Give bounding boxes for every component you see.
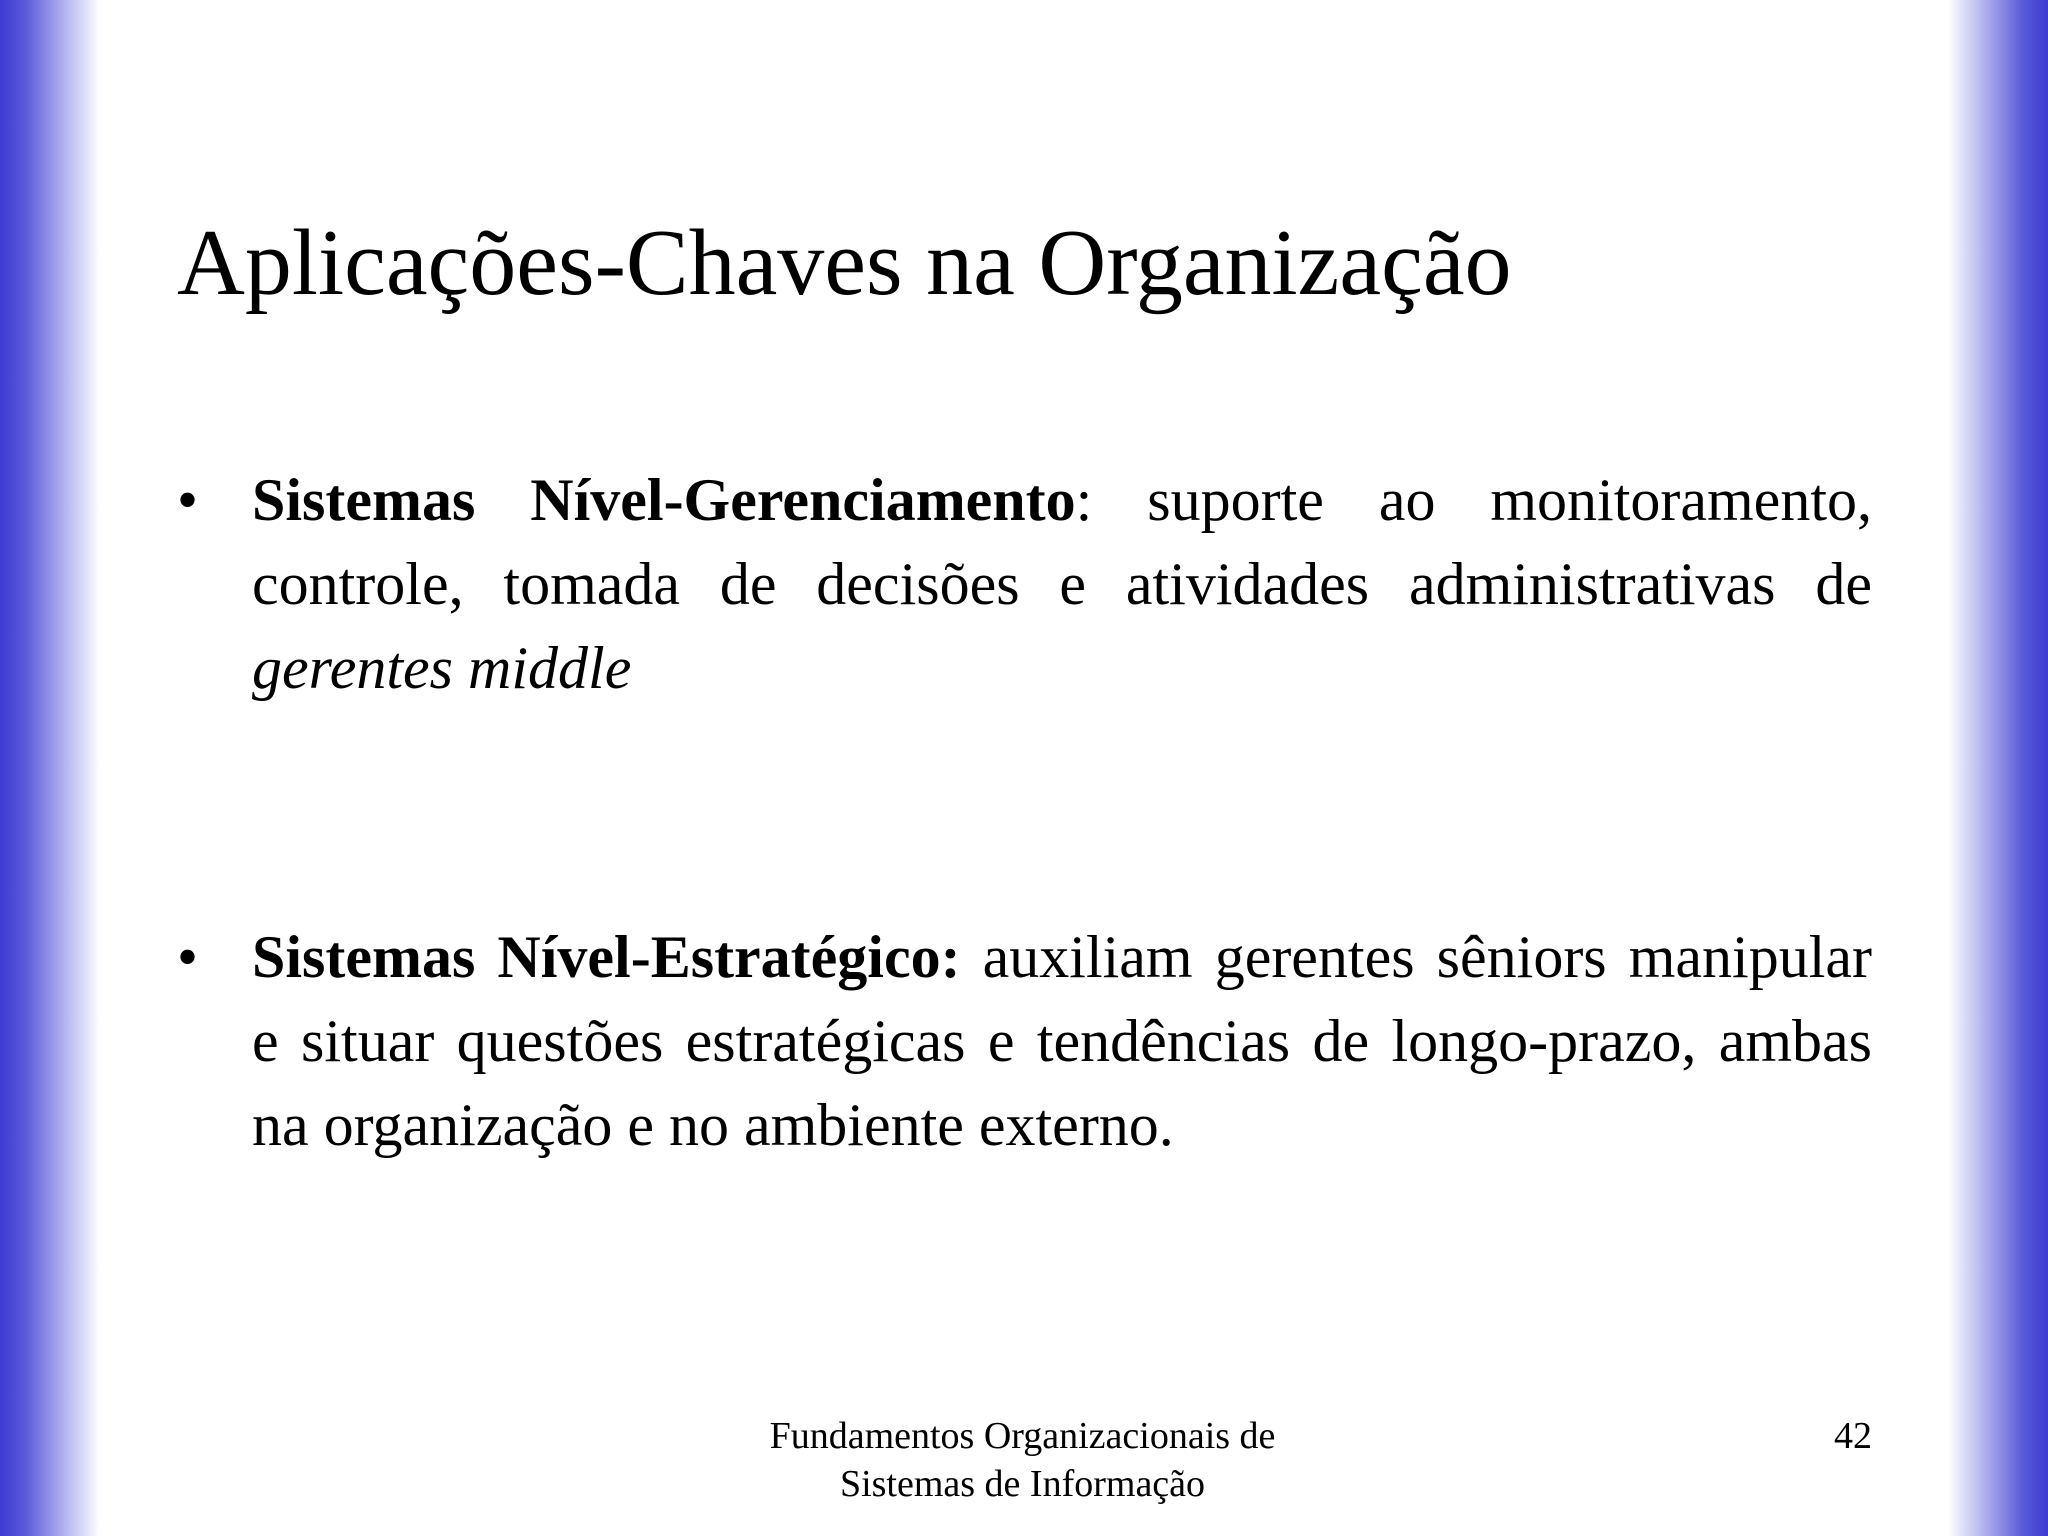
footer-line-1: Fundamentos Organizacionais de (769, 1415, 1276, 1457)
bullet-item-management-systems (177, 458, 1872, 710)
slide-title: Aplicações-Chaves na Organização (177, 211, 1512, 315)
bullet-emphasis: gerentes middle (252, 635, 632, 701)
page-number: 42 (1834, 1415, 1872, 1457)
bullet-text: suporte ao monitoramento, controle, tomada de decisões e atividades administrativas de (252, 467, 1872, 617)
bullet-term: Sistemas Nível-Gerenciamento (252, 467, 1076, 533)
bullet-item-strategic-systems (177, 915, 1872, 1167)
bullet-marker: • (177, 924, 199, 990)
footer-line-2: Sistemas de Informação (839, 1463, 1206, 1505)
bullet-term: Sistemas Nível-Estratégico: (252, 924, 961, 990)
bullet-separator: : (1075, 467, 1093, 533)
bullet-text: auxiliam gerentes sêniors manipular e situar questões estratégicas e tendências de longo-prazo, ambas na organização e no ambiente externo. (252, 924, 1872, 1158)
footer-course-title (700, 1412, 1345, 1508)
bullet-marker: • (177, 467, 199, 533)
